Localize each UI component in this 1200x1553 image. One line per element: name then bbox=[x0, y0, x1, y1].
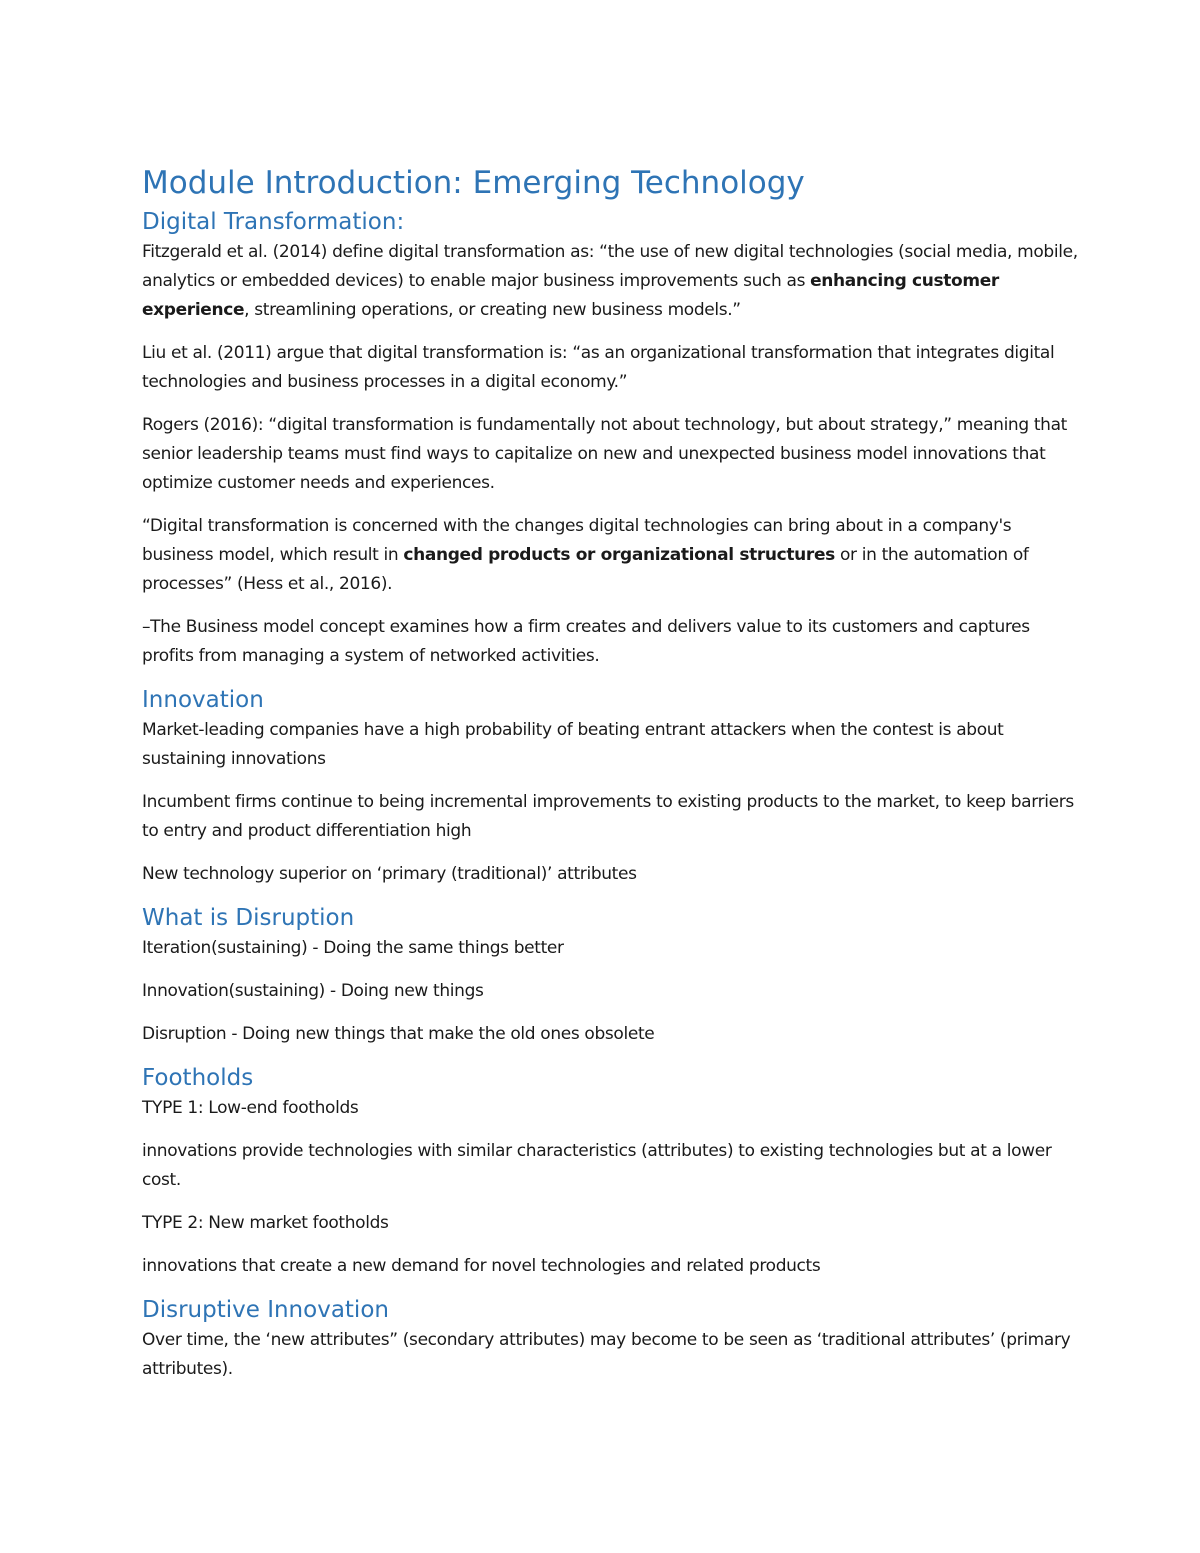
paragraph: TYPE 2: New market footholds bbox=[142, 1213, 389, 1233]
paragraph: innovations that create a new demand for novel technologies and related products bbox=[142, 1256, 821, 1276]
paragraph: Rogers (2016): “digital transformation is fundamentally not about technology, but about strategy,” meaning that senior leadership teams must find ways to capitalize on new and unexpected business model innovations that optimize customer needs and experiences. bbox=[142, 415, 1067, 493]
paragraph: New technology superior on ‘primary (traditional)’ attributes bbox=[142, 864, 637, 884]
bold-text: changed products or organizational structures bbox=[403, 545, 835, 565]
paragraph: innovations provide technologies with similar characteristics (attributes) to existing technologies but at a lower cost. bbox=[142, 1141, 1052, 1190]
paragraph: Market-leading companies have a high probability of beating entrant attackers when the contest is about sustaining innovations bbox=[142, 720, 1004, 769]
paragraph-text: Fitzgerald et al. (2014) define digital transformation as: “the use of new digital technologies (social media, mobile, analytics or embedded devices) to enable major business improvements such as bbox=[142, 242, 1078, 291]
paragraph-text: “Digital transformation is concerned with the changes digital technologies can bring about in a company's business model, which result in bbox=[142, 516, 1012, 565]
paragraph: Iteration(sustaining) - Doing the same things better bbox=[142, 938, 564, 958]
section-heading-footholds: Footholds bbox=[142, 1065, 254, 1091]
paragraph: Innovation(sustaining) - Doing new things bbox=[142, 981, 484, 1001]
section-heading-what-is-disruption: What is Disruption bbox=[142, 905, 355, 931]
paragraph: Liu et al. (2011) argue that digital transformation is: “as an organizational transformation that integrates digital technologies and business processes in a digital economy.” bbox=[142, 343, 1055, 392]
bold-text: enhancing customer experience bbox=[142, 271, 999, 320]
paragraph bbox=[142, 512, 1080, 599]
paragraph: Disruption - Doing new things that make the old ones obsolete bbox=[142, 1024, 655, 1044]
section-heading-digital-transformation: Digital Transformation: bbox=[142, 209, 405, 235]
section-heading-disruptive-innovation: Disruptive Innovation bbox=[142, 1297, 389, 1323]
document-title: Module Introduction: Emerging Technology bbox=[142, 165, 805, 201]
paragraph bbox=[142, 238, 1080, 325]
paragraph-text: or in the automation of processes” (Hess et al., 2016). bbox=[142, 545, 1029, 594]
paragraph-text: , streamlining operations, or creating new business models.” bbox=[244, 300, 741, 320]
paragraph: TYPE 1: Low-end footholds bbox=[142, 1098, 359, 1118]
section-heading-innovation: Innovation bbox=[142, 687, 264, 713]
paragraph: Incumbent firms continue to being incremental improvements to existing products to the market, to keep barriers to entry and product differentiation high bbox=[142, 792, 1074, 841]
paragraph: –The Business model concept examines how a firm creates and delivers value to its customers and captures profits from managing a system of networked activities. bbox=[142, 617, 1030, 666]
paragraph: Over time, the ‘new attributes” (secondary attributes) may become to be seen as ‘traditional attributes’ (primary attributes). bbox=[142, 1330, 1071, 1379]
